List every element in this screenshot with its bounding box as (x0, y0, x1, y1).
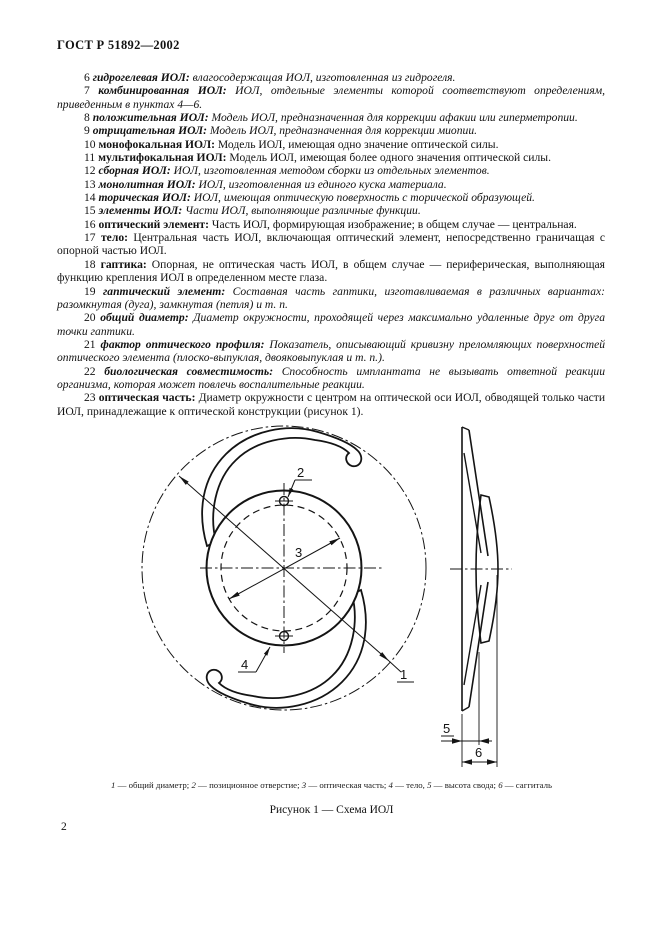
definition-term: гидрогелевая ИОЛ: (92, 71, 190, 84)
definition-term: монофокальная ИОЛ: (98, 137, 215, 151)
label-optic-zone: 3 (295, 545, 303, 560)
definition-term: тело: (100, 231, 128, 245)
lower-band-inner-edge (464, 585, 481, 685)
definition-number: 22 (84, 364, 96, 378)
definition-text: Опорная, не оптическая часть ИОЛ, в общем случае — периферическая, выполняющая функцию крепления ИОЛ в определенном месте глаза. (57, 257, 605, 285)
figure-iol-scheme (0, 415, 661, 781)
definition-number: 10 (84, 137, 96, 151)
definition-item (57, 138, 605, 151)
legend-number: 1 (111, 780, 116, 790)
legend-dash: — (306, 780, 320, 790)
definition-item (57, 218, 605, 231)
definition-term: биологическая совместимость: (104, 364, 274, 378)
definition-number: 14 (84, 191, 96, 205)
definitions-list (57, 71, 605, 418)
label-position-hole: 2 (297, 465, 305, 480)
legend-label: общий диаметр (128, 780, 187, 790)
legend-dash: — (502, 780, 516, 790)
legend-label: позиционное отверстие (209, 780, 298, 790)
definition-number: 11 (84, 151, 96, 165)
definition-term: монолитная ИОЛ: (98, 177, 196, 191)
legend-dash: — (115, 780, 129, 790)
definition-number: 17 (84, 231, 96, 245)
definition-text: Диаметр окружности с центром на оптической оси ИОЛ, обводящей только части ИОЛ, принадлежащие к оптической конструкции (рисунок 1). (57, 391, 606, 418)
definition-term: отрицательная ИОЛ: (92, 124, 207, 138)
legend-label: саггиталь (515, 780, 552, 790)
plate-bottom-tip (462, 707, 469, 711)
definition-text: Модель ИОЛ, имеющая более одного значения оптической силы. (229, 151, 551, 165)
definition-text: ИОЛ, отдельные элементы которой соответствуют определениям, приведенным в пунктах 4—6. (57, 84, 605, 111)
legend-separator: ; (186, 780, 192, 790)
legend-label: тело (406, 780, 423, 790)
legend-number: 6 (498, 780, 503, 790)
definition-item (57, 164, 605, 177)
label-overall-diameter: 1 (400, 667, 408, 682)
definition-number: 6 (84, 71, 90, 84)
definition-item (57, 285, 605, 312)
definition-number: 19 (84, 284, 96, 298)
definition-text: Центральная часть ИОЛ, включающая оптический элемент, непосредственно граничащая с опорной частью ИОЛ. (57, 231, 606, 258)
definition-item (57, 204, 605, 217)
page-number: 2 (61, 821, 67, 833)
definition-item (57, 84, 605, 111)
definition-text: Часть ИОЛ, формирующая изображение; в общем случае — центральная. (211, 217, 577, 231)
definition-text: Модель ИОЛ, предназначенная для коррекции миопии. (209, 124, 478, 138)
definition-text: Части ИОЛ, выполняющие различные функции. (185, 204, 421, 218)
definition-term: общий диаметр: (100, 311, 189, 325)
standard-number-header: ГОСТ Р 51892—2002 (57, 38, 180, 52)
definition-text: Модель ИОЛ, предназначенная для коррекции афакии или гиперметропии. (211, 111, 578, 125)
definition-text: Диаметр окружности, проходящей через максимально удаленные друг от друга точки гаптики. (57, 311, 605, 338)
figure-legend (57, 780, 606, 790)
legend-number: 2 (191, 780, 196, 790)
arrowhead (462, 759, 472, 764)
definition-item (57, 231, 605, 258)
legend-separator: , (422, 780, 428, 790)
arrowhead (264, 647, 270, 656)
legend-dash: — (392, 780, 407, 790)
arrowhead (487, 759, 497, 764)
upper-band-inner-edge (464, 453, 481, 553)
definition-item (57, 71, 605, 84)
definition-text: влагосодержащая ИОЛ, изготовленная из гидрогеля. (192, 71, 456, 84)
definition-item (57, 124, 605, 137)
definition-number: 18 (84, 257, 96, 271)
figure-caption: Рисунок 1 — Схема ИОЛ (269, 804, 394, 816)
definition-term: оптическая часть: (98, 391, 196, 405)
definition-term: гаптический элемент: (103, 284, 226, 298)
front-view (142, 426, 426, 710)
definition-term: мультифокальная ИОЛ: (98, 151, 227, 165)
legend-label: высота свода (444, 780, 494, 790)
definition-number: 9 (84, 124, 90, 138)
legend-dash: — (195, 780, 210, 790)
definition-text: ИОЛ, изготовленная методом сборки из отдельных элементов. (173, 164, 490, 178)
definition-number: 7 (84, 84, 90, 98)
arrowhead (479, 738, 489, 743)
definition-item (57, 178, 605, 191)
definition-text: ИОЛ, имеющая оптическую поверхность с торической образующей. (193, 191, 535, 205)
definition-item (57, 338, 605, 365)
definition-item (57, 111, 605, 124)
definition-item (57, 151, 605, 164)
definition-item (57, 391, 605, 418)
definition-text: Способность имплантата не вызывать ответной реакции организма, которая может повлечь воспалительные реакции. (57, 364, 606, 391)
definition-text: Показатель, описывающий кривизну преломляющих поверхностей оптического элемента (плоско-выпуклая, двояковыпуклая и т. п.). (57, 337, 606, 365)
definition-number: 23 (84, 391, 96, 405)
definition-item (57, 311, 605, 338)
definition-number: 21 (84, 337, 96, 351)
definition-number: 16 (84, 217, 96, 231)
definition-term: комбинированная ИОЛ: (98, 84, 227, 98)
definition-item (57, 258, 605, 285)
label-sagittal: 6 (475, 745, 483, 760)
legend-separator: ; (297, 780, 302, 790)
definition-number: 20 (84, 311, 96, 325)
definition-number: 12 (84, 164, 96, 178)
definition-text: ИОЛ, изготовленная из единого куска материала. (198, 177, 447, 191)
definition-number: 15 (84, 204, 96, 218)
legend-separator: ; (383, 780, 389, 790)
definition-term: фактор оптического профиля: (100, 337, 265, 351)
definition-text: Составная часть гаптики, изготавливаемая в различных вариантах: разомкнутая (дуга), замкнутая (петля) и т. п. (57, 284, 605, 311)
label-body: 4 (241, 657, 249, 672)
definition-term: сборная ИОЛ: (98, 164, 171, 178)
legend-dash: — (431, 780, 445, 790)
legend-separator: ; (493, 780, 499, 790)
legend-number: 5 (427, 780, 432, 790)
label-vault-height: 5 (443, 721, 451, 736)
side-view (441, 427, 512, 767)
legend-label: оптическая часть (319, 780, 384, 790)
definition-item (57, 365, 605, 392)
definition-number: 13 (84, 177, 96, 191)
legend-number: 4 (388, 780, 393, 790)
definition-number: 8 (84, 111, 90, 125)
definition-term: гаптика: (100, 257, 147, 271)
definition-term: элементы ИОЛ: (98, 204, 183, 218)
arrowhead (452, 738, 462, 743)
definition-text: Модель ИОЛ, имеющая одно значение оптической силы. (217, 137, 499, 151)
definition-term: оптический элемент: (98, 217, 209, 231)
definition-item (57, 191, 605, 204)
definition-term: торическая ИОЛ: (98, 191, 191, 205)
plate-top-tip (462, 427, 469, 430)
definition-term: положительная ИОЛ: (92, 111, 209, 125)
legend-number: 3 (301, 780, 307, 790)
